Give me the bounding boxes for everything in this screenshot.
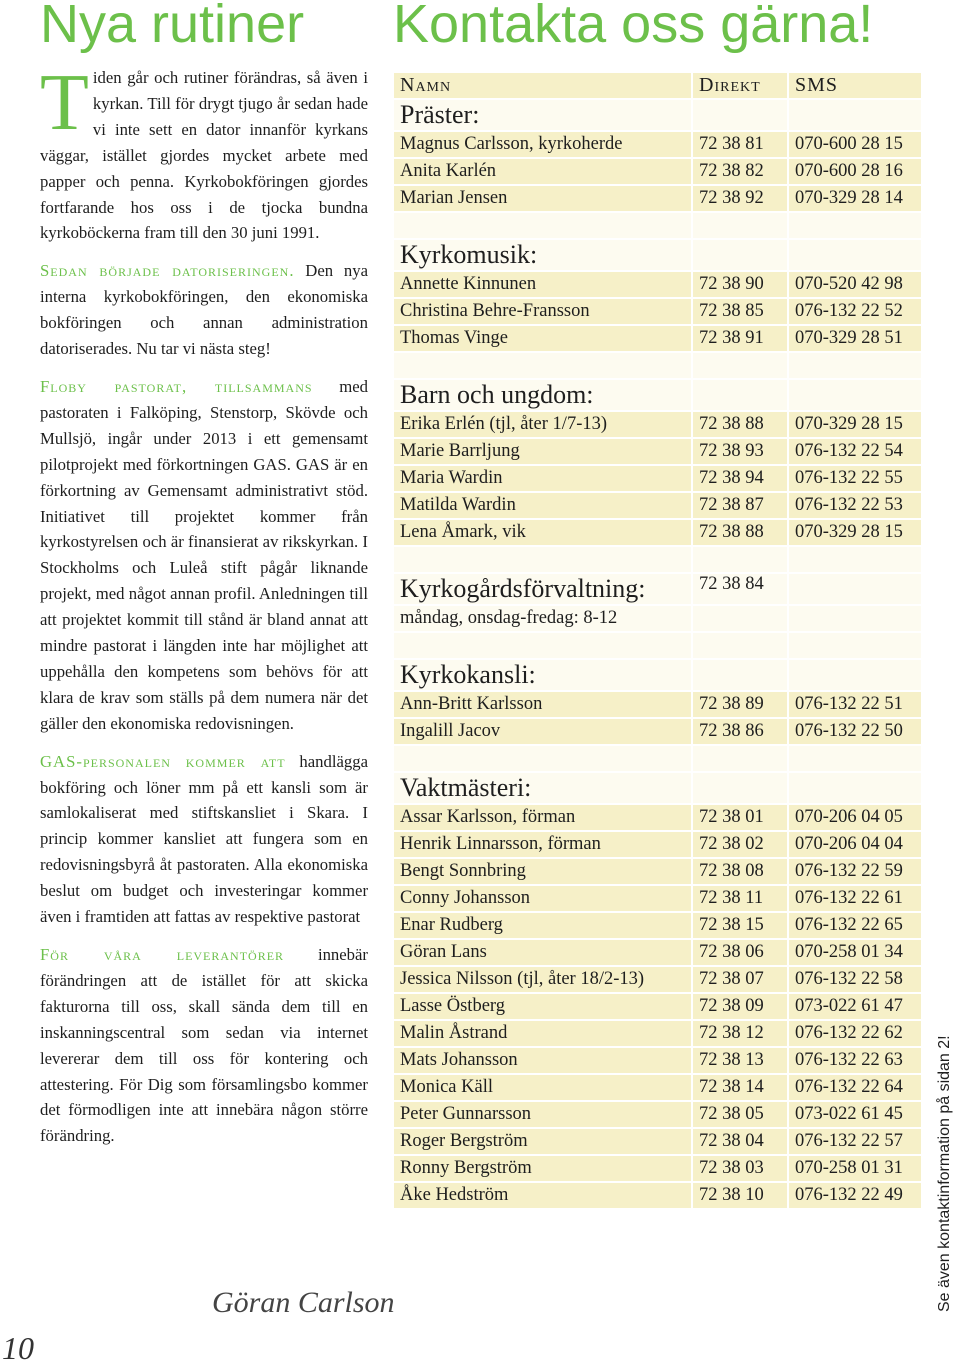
contact-name: Matilda Wardin bbox=[393, 492, 692, 519]
contact-name: Henrik Linnarsson, förman bbox=[393, 831, 692, 858]
contact-direct: 72 38 90 bbox=[692, 271, 788, 298]
contact-direct: 72 38 13 bbox=[692, 1047, 788, 1074]
table-row bbox=[393, 885, 922, 912]
contact-name: Marian Jensen bbox=[393, 185, 692, 212]
spacer-cell bbox=[393, 745, 692, 772]
category-sms bbox=[788, 573, 922, 605]
contact-name: Peter Gunnarsson bbox=[393, 1101, 692, 1128]
contact-direct: 72 38 87 bbox=[692, 492, 788, 519]
contact-name: Assar Karlsson, förman bbox=[393, 804, 692, 831]
paragraph-lead: För våra leverantörer bbox=[40, 945, 285, 964]
page-title-right: Kontakta oss gärna! bbox=[393, 0, 874, 54]
table-row bbox=[393, 912, 922, 939]
category-sms bbox=[788, 772, 922, 804]
spacer-cell bbox=[788, 745, 922, 772]
spacer-row bbox=[393, 212, 922, 239]
category-row bbox=[393, 772, 922, 804]
contact-direct: 72 38 86 bbox=[692, 718, 788, 745]
contact-name: Erika Erlén (tjl, åter 1/7-13) bbox=[393, 411, 692, 438]
contact-direct: 72 38 09 bbox=[692, 993, 788, 1020]
contact-name: Göran Lans bbox=[393, 939, 692, 966]
contact-direct: 72 38 10 bbox=[692, 1182, 788, 1209]
article-paragraph-2 bbox=[40, 258, 368, 362]
table-row bbox=[393, 325, 922, 352]
spacer-cell bbox=[393, 546, 692, 573]
note-cell bbox=[788, 605, 922, 632]
spacer-cell bbox=[692, 546, 788, 573]
category-sms bbox=[788, 659, 922, 691]
contact-name: Conny Johansson bbox=[393, 885, 692, 912]
note-row bbox=[393, 605, 922, 632]
spacer-row bbox=[393, 745, 922, 772]
contact-sms: 076-132 22 53 bbox=[788, 492, 922, 519]
table-row bbox=[393, 131, 922, 158]
table-row bbox=[393, 1020, 922, 1047]
contact-sms: 070-258 01 34 bbox=[788, 939, 922, 966]
contact-sms: 070-258 01 31 bbox=[788, 1155, 922, 1182]
table-row bbox=[393, 492, 922, 519]
contact-name: Maria Wardin bbox=[393, 465, 692, 492]
contact-sms: 076-132 22 61 bbox=[788, 885, 922, 912]
opening-hours: måndag, onsdag-fredag: 8-12 bbox=[393, 605, 692, 632]
page-number: 10 bbox=[2, 1330, 34, 1366]
contact-direct: 72 38 07 bbox=[692, 966, 788, 993]
contact-name: Åke Hedström bbox=[393, 1182, 692, 1209]
spacer-cell bbox=[788, 352, 922, 379]
category-sms bbox=[788, 99, 922, 131]
header-sms: SMS bbox=[788, 72, 922, 99]
contact-sms: 076-132 22 59 bbox=[788, 858, 922, 885]
contact-sms: 076-132 22 51 bbox=[788, 691, 922, 718]
paragraph-text: iden går och rutiner förändras, så även i kyrkan. Till för drygt tjugo år sedan hade vi inte sett en dator innanför kyrkans väggar, istället gjordes mycket arbete med papper och penna. Kyrkobokföringen gjordes fortfarande hos oss i de tjocka bundna kyrkoböckerna fram till den 30 juni 1991. bbox=[40, 68, 368, 243]
table-row bbox=[393, 993, 922, 1020]
article-paragraph-1 bbox=[40, 59, 368, 246]
contact-sms: 076-132 22 65 bbox=[788, 912, 922, 939]
contact-direct: 72 38 08 bbox=[692, 858, 788, 885]
category-row bbox=[393, 379, 922, 411]
table-row bbox=[393, 158, 922, 185]
paragraph-lead: Sedan började datoriseringen. bbox=[40, 261, 295, 281]
article bbox=[40, 59, 369, 1161]
spacer-row bbox=[393, 546, 922, 573]
contact-name: Ann-Britt Karlsson bbox=[393, 691, 692, 718]
contact-direct: 72 38 88 bbox=[692, 411, 788, 438]
contact-name: Enar Rudberg bbox=[393, 912, 692, 939]
page-title-left: Nya rutiner bbox=[40, 0, 305, 54]
contact-sms: 070-520 42 98 bbox=[788, 271, 922, 298]
table-row bbox=[393, 718, 922, 745]
contact-sms: 070-329 28 51 bbox=[788, 325, 922, 352]
spacer-cell bbox=[692, 745, 788, 772]
contact-direct: 72 38 92 bbox=[692, 185, 788, 212]
spacer-cell bbox=[393, 352, 692, 379]
contact-name: Lasse Östberg bbox=[393, 993, 692, 1020]
contact-direct: 72 38 14 bbox=[692, 1074, 788, 1101]
table-row bbox=[393, 271, 922, 298]
table-row bbox=[393, 438, 922, 465]
table-row bbox=[393, 465, 922, 492]
category-direct bbox=[692, 772, 788, 804]
contact-sms: 070-329 28 15 bbox=[788, 519, 922, 546]
spacer-cell bbox=[393, 212, 692, 239]
spacer-row bbox=[393, 352, 922, 379]
category-sms bbox=[788, 379, 922, 411]
contact-name: Monica Käll bbox=[393, 1074, 692, 1101]
table-row bbox=[393, 1074, 922, 1101]
contact-sms: 076-132 22 54 bbox=[788, 438, 922, 465]
contact-sms: 073-022 61 47 bbox=[788, 993, 922, 1020]
contact-name: Jessica Nilsson (tjl, åter 18/2-13) bbox=[393, 966, 692, 993]
contact-table bbox=[392, 71, 923, 1210]
contact-sms: 070-329 28 15 bbox=[788, 411, 922, 438]
table-row bbox=[393, 185, 922, 212]
contact-direct: 72 38 06 bbox=[692, 939, 788, 966]
table-row bbox=[393, 298, 922, 325]
contact-direct: 72 38 93 bbox=[692, 438, 788, 465]
category-row bbox=[393, 573, 922, 605]
contact-sms: 070-206 04 04 bbox=[788, 831, 922, 858]
contact-direct: 72 38 94 bbox=[692, 465, 788, 492]
contact-direct: 72 38 89 bbox=[692, 691, 788, 718]
contact-name: Annette Kinnunen bbox=[393, 271, 692, 298]
contact-name: Ronny Bergström bbox=[393, 1155, 692, 1182]
table-row bbox=[393, 1128, 922, 1155]
contact-sms: 070-206 04 05 bbox=[788, 804, 922, 831]
contact-direct: 72 38 05 bbox=[692, 1101, 788, 1128]
table-row bbox=[393, 831, 922, 858]
article-paragraph-5 bbox=[40, 942, 368, 1149]
contact-sms: 076-132 22 63 bbox=[788, 1047, 922, 1074]
contact-sms: 076-132 22 55 bbox=[788, 465, 922, 492]
contact-direct: 72 38 91 bbox=[692, 325, 788, 352]
contact-name: Marie Barrljung bbox=[393, 438, 692, 465]
category-label: Kyrkogårdsförvaltning: bbox=[393, 573, 692, 605]
contact-direct: 72 38 02 bbox=[692, 831, 788, 858]
spacer-cell bbox=[788, 546, 922, 573]
category-label: Vaktmästeri: bbox=[393, 772, 692, 804]
contact-direct: 72 38 04 bbox=[692, 1128, 788, 1155]
spacer-cell bbox=[692, 632, 788, 659]
table-row bbox=[393, 1182, 922, 1209]
signature: Göran Carlson bbox=[212, 1286, 395, 1319]
contact-sms: 073-022 61 45 bbox=[788, 1101, 922, 1128]
category-label: Kyrkomusik: bbox=[393, 239, 692, 271]
contact-direct: 72 38 01 bbox=[692, 804, 788, 831]
spacer-cell bbox=[692, 212, 788, 239]
category-label: Barn och ungdom: bbox=[393, 379, 692, 411]
spacer-cell bbox=[788, 212, 922, 239]
contact-sms: 076-132 22 58 bbox=[788, 966, 922, 993]
table-row bbox=[393, 519, 922, 546]
paragraph-text: innebär förändringen att de istället för att skicka fakturorna till oss, skall sända dem till en inskanningscentral som sedan via internet levererar dem till oss för kontering och attestering. För Dig som församlingsbo kommer det förmodligen inte att innebära någon större förändring. bbox=[40, 945, 368, 1146]
contact-sms: 070-600 28 15 bbox=[788, 131, 922, 158]
category-direct bbox=[692, 99, 788, 131]
contact-name: Magnus Carlsson, kyrkoherde bbox=[393, 131, 692, 158]
table-row bbox=[393, 691, 922, 718]
contact-direct: 72 38 03 bbox=[692, 1155, 788, 1182]
contact-name: Ingalill Jacov bbox=[393, 718, 692, 745]
contact-sms: 076-132 22 52 bbox=[788, 298, 922, 325]
paragraph-text: med pastoraten i Falköping, Stenstorp, Skövde och Mullsjö, ingår under 2013 i ett gemensamt pilotprojekt med förkortningen GAS. GAS är en förkortning av Gemensamt administrativt stöd. Initiativet till projektet kommer från kyrkostyrelsen och är finansierat av rikskyrkan. I Stockholms och Luleå stift pågår liknande projekt, med något annan profil. Anledningen till att projektet kommit till stånd är bland annat att mindre pastorat i längden inte har möjlighet att uppehålla den kompetens som behövs för att klara de krav som ställs på dem numera när det gäller den ekonomiska redovisningen. bbox=[40, 376, 368, 733]
paragraph-lead: Floby pastorat, tillsammans bbox=[40, 376, 313, 396]
paragraph-text: Den nya interna kyrkobokföringen, den ekonomiska bokföringen och annan administration datoriserades. Nu tar vi nästa steg! bbox=[40, 261, 368, 359]
table-row bbox=[393, 858, 922, 885]
table-header-row bbox=[393, 72, 922, 99]
contact-sms: 076-132 22 57 bbox=[788, 1128, 922, 1155]
note-cell bbox=[692, 605, 788, 632]
category-row bbox=[393, 659, 922, 691]
contact-sms: 070-329 28 14 bbox=[788, 185, 922, 212]
header-direct: Direkt bbox=[692, 72, 788, 99]
category-direct: 72 38 84 bbox=[692, 573, 788, 605]
table-row bbox=[393, 804, 922, 831]
contact-direct: 72 38 12 bbox=[692, 1020, 788, 1047]
table-row bbox=[393, 1101, 922, 1128]
table-row bbox=[393, 1155, 922, 1182]
paragraph-text: handlägga bokföring och löner mm på ett kansli som är samlokaliserat med stiftskansliet i Skara. I princip kommer kansliet att fungera som en redovisningsbyrå åt pastoraten. Alla ekonomiska beslut om budget och investeringar kommer även i framtiden att fattas av respektive pastorat bbox=[40, 751, 369, 927]
category-direct bbox=[692, 379, 788, 411]
article-paragraph-3 bbox=[40, 374, 368, 737]
contact-direct: 72 38 82 bbox=[692, 158, 788, 185]
contact-direct: 72 38 88 bbox=[692, 519, 788, 546]
contact-direct: 72 38 85 bbox=[692, 298, 788, 325]
contact-direct: 72 38 11 bbox=[692, 885, 788, 912]
contact-name: Lena Åmark, vik bbox=[393, 519, 692, 546]
paragraph-lead: GAS-personalen kommer att bbox=[40, 751, 286, 771]
table-row bbox=[393, 1047, 922, 1074]
header-name: Namn bbox=[393, 72, 692, 99]
category-direct bbox=[692, 239, 788, 271]
table-row bbox=[393, 939, 922, 966]
category-row bbox=[393, 239, 922, 271]
contact-sms: 076-132 22 50 bbox=[788, 718, 922, 745]
spacer-cell bbox=[393, 632, 692, 659]
contact-name: Malin Åstrand bbox=[393, 1020, 692, 1047]
drop-cap: T bbox=[40, 59, 89, 147]
category-direct bbox=[692, 659, 788, 691]
contact-sms: 076-132 22 49 bbox=[788, 1182, 922, 1209]
spacer-cell bbox=[692, 352, 788, 379]
table-row bbox=[393, 966, 922, 993]
table-row bbox=[393, 411, 922, 438]
category-label: Präster: bbox=[393, 99, 692, 131]
contact-name: Anita Karlén bbox=[393, 158, 692, 185]
contact-name: Christina Behre-Fransson bbox=[393, 298, 692, 325]
article-paragraph-4 bbox=[40, 749, 368, 930]
spacer-cell bbox=[788, 632, 922, 659]
contact-name: Thomas Vinge bbox=[393, 325, 692, 352]
category-sms bbox=[788, 239, 922, 271]
side-note: Se även kontaktinformation på sidan 2! bbox=[936, 1035, 953, 1312]
contact-direct: 72 38 81 bbox=[692, 131, 788, 158]
contact-name: Roger Bergström bbox=[393, 1128, 692, 1155]
contact-sms: 076-132 22 62 bbox=[788, 1020, 922, 1047]
contact-name: Bengt Sonnbring bbox=[393, 858, 692, 885]
contact-sms: 070-600 28 16 bbox=[788, 158, 922, 185]
contact-sms: 076-132 22 64 bbox=[788, 1074, 922, 1101]
contact-direct: 72 38 15 bbox=[692, 912, 788, 939]
spacer-row bbox=[393, 632, 922, 659]
category-row bbox=[393, 99, 922, 131]
contact-name: Mats Johansson bbox=[393, 1047, 692, 1074]
category-label: Kyrkokansli: bbox=[393, 659, 692, 691]
